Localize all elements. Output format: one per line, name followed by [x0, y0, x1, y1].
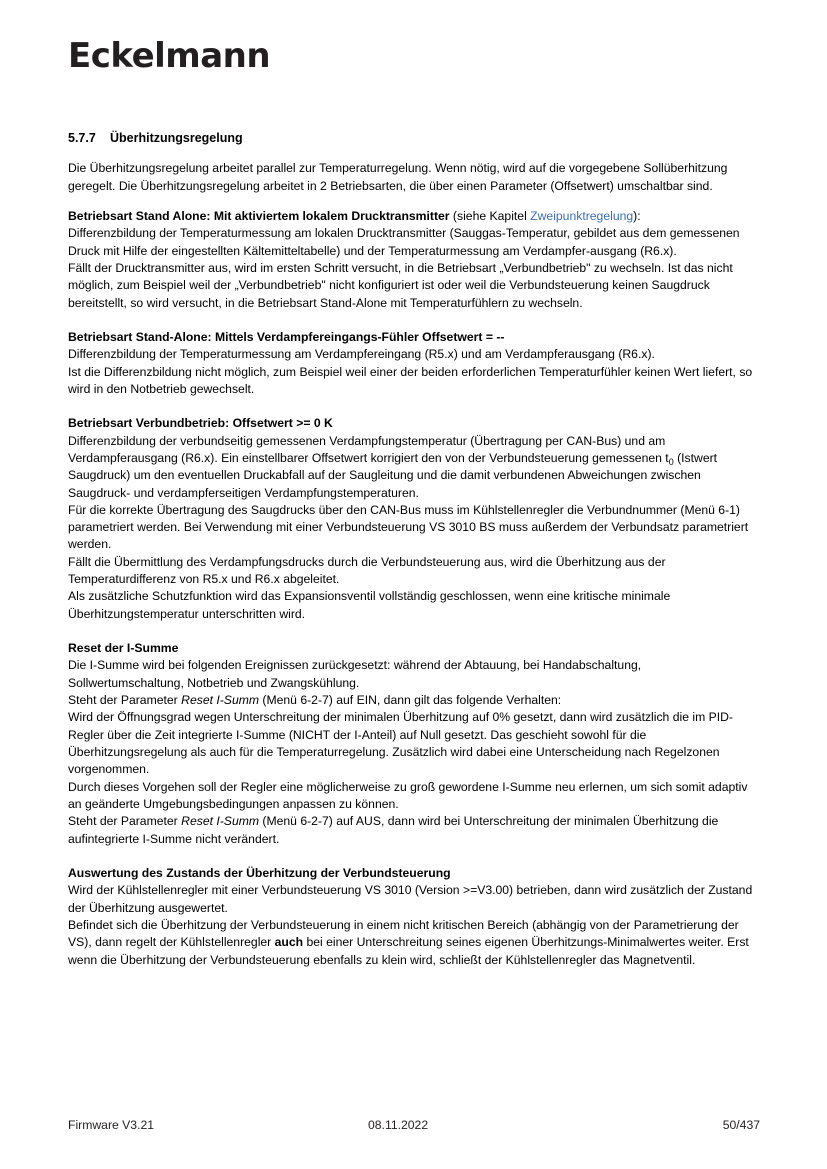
block3-body-1: [68, 433, 760, 502]
block3-body-1a: Differenzbildung der verbundseitig gemessenen Verdampfungstemperatur (Übertragung per CAN-Bus) und am Verdampferausgang (R6.x). Ein einstellbarer Offsetwert korrigiert den von der Verbundsteuerung gemessenen t: [68, 433, 669, 465]
block4-body-5: [68, 813, 760, 848]
footer-date: 08.11.2022: [368, 1118, 429, 1132]
emphasis-auch: auch: [274, 935, 304, 950]
block-reset-i-summe: [68, 640, 760, 848]
footer-page-number: 50/437: [722, 1118, 760, 1132]
block-verbundbetrieb: [68, 415, 760, 623]
block4-body-2-pre: Steht der Parameter: [68, 693, 182, 708]
block2-body-2: Ist die Differenzbildung nicht möglich, zum Beispiel weil einer der beiden erforderlichen Temperaturfühler keinen Wert liefert, so wird in den Notbetrieb gewechselt.: [68, 364, 753, 396]
block-stand-alone-pressure: [68, 208, 760, 312]
company-logo: Eckelmann: [68, 36, 271, 76]
block4-heading: Reset der I-Summe: [68, 641, 179, 656]
block3-body-2: Für die korrekte Übertragung des Saugdrucks über den CAN-Bus muss im Kühlstellenregler die Verbundnummer (Menü 6-1) parametriert werden. Bei Verwendung mit einer Verbundsteuerung VS 3010 BS muss außerdem der Verbundsatz parametriert werden.: [68, 502, 749, 552]
block1-body-2: Fällt der Drucktransmitter aus, wird im ersten Schritt versucht, in die Betriebsart „Verbundbetrieb" zu wechseln. Ist das nicht möglich, zum Beispiel weil der „Verbundbetrieb" nicht konfiguriert ist oder weil die Verbundsteuerung keinen Saugdruck bereitstellt, so wird versucht, in die Betriebsart Stand-Alone mit Temperaturfühlern zu wechseln.: [68, 260, 733, 310]
block4-body-4: Durch dieses Vorgehen soll der Regler eine möglicherweise zu groß gewordene I-Summe neu erlernen, um sich somit adaptiv an geänderte Umgebungsbedingungen anpassen zu können.: [68, 779, 748, 812]
parameter-name-reset-i-summ: Reset I-Summ: [181, 693, 260, 708]
block1-body-1: Differenzbildung der Temperaturmessung am lokalen Drucktransmitter (Sauggas-Temperatur, gebildet aus dem gemessenen Druck mit Hilfe der eingestellten Kältemitteltabelle) und der Temperaturmessung am Verdampfer-ausgang (R6.x).: [68, 226, 740, 258]
block4-body-2-post: (Menü 6-2-7) auf EIN, dann gilt das folgende Verhalten:: [259, 693, 562, 708]
block1-heading-post: ):: [633, 208, 641, 223]
block1-heading: [68, 208, 760, 225]
block5-body-2a: Befindet sich die Überhitzung der Verbundsteuerung in einem nicht kritischen Bereich (abhängig von der Parametrierung der VS), dann regelt der Kühlstellenregler: [68, 918, 739, 950]
document-content: [68, 130, 760, 969]
block3-body-4: Als zusätzliche Schutzfunktion wird das Expansionsventil vollständig geschlossen, wenn eine kritische minimale Überhitzungstemperatur unterschritten wird.: [68, 589, 671, 621]
section-title-text: Überhitzungsregelung: [110, 131, 243, 145]
block4-body-1: Die I-Summe wird bei folgenden Ereignissen zurückgesetzt: während der Abtauung, bei Handabschaltung, Sollwertumschaltung, Notbetrieb und Zwangskühlung.: [68, 658, 642, 690]
block-auswertung-zustand: [68, 865, 760, 969]
intro-paragraph: Die Überhitzungsregelung arbeitet parallel zur Temperaturregelung. Wenn nötig, wird auf die vorgegebene Sollüberhitzung geregelt. Die Überhitzungsregelung arbeitet in 2 Betriebsarten, die über einen Parameter (Offsetwert) umschaltbar sind.: [68, 161, 728, 193]
block1-heading-bold: Betriebsart Stand Alone: Mit aktiviertem lokalem Drucktransmitter: [68, 208, 450, 223]
page-title: [68, 130, 760, 146]
block5-body-1: Wird der Kühlstellenregler mit einer Verbundsteuerung VS 3010 (Version >=V3.00) betrieben, dann wird zusätzlich der Zustand der Überhitzung ausgewertet.: [68, 883, 753, 915]
block2-body-1: Differenzbildung der Temperaturmessung am Verdampfereingang (R5.x) und am Verdampferausgang (R6.x).: [68, 347, 655, 362]
chapter-link-zweipunktregelung[interactable]: Zweipunktregelung: [530, 208, 634, 223]
block4-body-5-post: (Menü 6-2-7) auf AUS, dann wird bei Unterschreitung der minimalen Überhitzung die aufintegrierte I-Summe nicht verändert.: [68, 814, 719, 846]
block1-heading-pre: (siehe Kapitel: [449, 208, 531, 223]
section-number: 5.7.7: [68, 131, 96, 145]
block5-body-2b: bei einer Unterschreitung seines eigenen Überhitzungs-Minimalwertes weiter. Erst wenn die Überhitzung der Verbundsteuerung ebenfalls zu klein wird, schließt der Kühlstellenregler das Magnetventil.: [68, 935, 749, 967]
subscript-zero: 0: [668, 456, 674, 467]
parameter-name-reset-i-summ-2: Reset I-Summ: [181, 814, 260, 829]
block4-body-2: [68, 692, 760, 709]
block-stand-alone-sensor: [68, 329, 760, 398]
block3-heading: Betriebsart Verbundbetrieb: Offsetwert >= 0 K: [68, 416, 333, 431]
block3-body-3: Fällt die Übermittlung des Verdampfungsdrucks durch die Verbundsteuerung aus, wird die Überhitzung aus der Temperaturdifferenz von R5.x und R6.x abgeleitet.: [68, 554, 666, 587]
block2-heading: Betriebsart Stand-Alone: Mittels Verdampfereingangs-Fühler Offsetwert = --: [68, 329, 505, 344]
block4-body-3: Wird der Öffnungsgrad wegen Unterschreitung der minimalen Überhitzung auf 0% gesetzt, dann wird zusätzlich die im PID-Regler über die Zeit integrierte I-Summe (NICHT der I-Anteil) auf Null gesetzt. Das geschieht sowohl für die Überhitzungsregelung als auch für die Temperaturregelung. Zusätzlich wird dabei eine Unterscheidung nach Regelzonen vorgenommen.: [68, 710, 733, 777]
block3-body-1b: (Istwert Saugdruck) um den eventuellen Druckabfall auf der Saugleitung und die damit verbundenen Abweichungen zwischen Saugdruck- und verdampferseitigen Verdampfungstemperaturen.: [68, 450, 718, 500]
block5-heading: Auswertung des Zustands der Überhitzung der Verbundsteuerung: [68, 866, 451, 881]
footer-firmware: Firmware V3.21: [68, 1118, 155, 1132]
block5-body-2: [68, 917, 760, 969]
block4-body-5-pre: Steht der Parameter: [68, 814, 182, 829]
